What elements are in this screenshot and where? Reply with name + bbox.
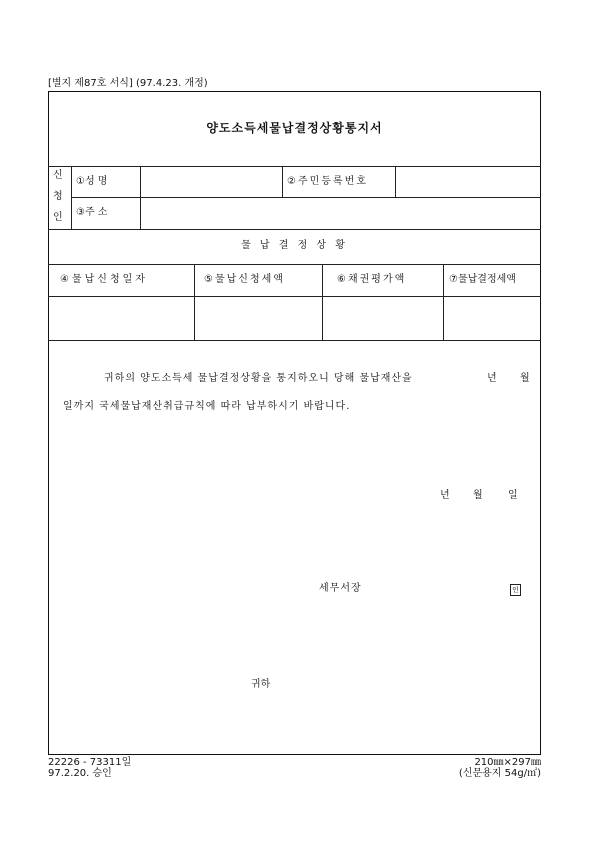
- seal-mark: 인: [510, 584, 521, 596]
- column-header-bond-value: ⑥채권평가액: [337, 274, 407, 285]
- column-header-decided-tax: ⑦물납결정세액: [449, 274, 516, 285]
- divider: [48, 229, 541, 230]
- form-title: 양도소득세물납결정상황통지서: [206, 121, 383, 135]
- notice-month-label: 월: [520, 373, 530, 384]
- applicant-side-label: 인: [53, 212, 63, 223]
- footer-paper-type: (신문용지 54g/㎡): [458, 768, 541, 779]
- divider: [71, 197, 541, 198]
- footer-approval-number: 22226 - 73311일: [48, 757, 132, 768]
- column-header-application-tax: ⑤물납신청세액: [204, 274, 285, 285]
- divider: [48, 340, 541, 341]
- divider: [395, 166, 396, 197]
- date-month-label: 월: [473, 490, 483, 501]
- divider: [48, 264, 541, 265]
- form-reference: [별지 제87호 서식] (97.4.23. 개정): [48, 78, 208, 89]
- divider: [48, 166, 541, 167]
- divider: [443, 264, 444, 340]
- divider: [194, 264, 195, 340]
- name-label: ①성 명: [76, 176, 108, 187]
- divider: [71, 166, 72, 229]
- applicant-side-label: 청: [53, 191, 63, 202]
- notice-year-label: 년: [487, 373, 497, 384]
- footer-approval-date: 97.2.20. 승인: [48, 768, 112, 779]
- column-header-application-date: ④물납신청일자: [60, 274, 148, 285]
- form-frame: [48, 91, 541, 755]
- recipient-label: 귀하: [251, 679, 271, 690]
- notice-line-2: 일까지 국세물납재산취급규칙에 따라 납부하시기 바랍니다.: [63, 401, 351, 412]
- divider: [48, 296, 541, 297]
- footer-paper-size: 210㎜×297㎜: [474, 757, 541, 768]
- divider: [140, 166, 141, 229]
- applicant-side-label: 신: [53, 170, 63, 181]
- date-year-label: 년: [440, 490, 450, 501]
- date-day-label: 일: [508, 490, 518, 501]
- tax-office-head: 세무서장: [319, 583, 362, 594]
- status-section-title: 물 납 결 정 상 황: [241, 240, 348, 251]
- resident-id-label: ②주민등록번호: [287, 176, 368, 187]
- notice-line-1: 귀하의 양도소득세 물납결정상황을 통지하오니 당해 물납재산을: [104, 373, 413, 384]
- address-label: ③주 소: [76, 207, 108, 218]
- divider: [282, 166, 283, 197]
- divider: [322, 264, 323, 340]
